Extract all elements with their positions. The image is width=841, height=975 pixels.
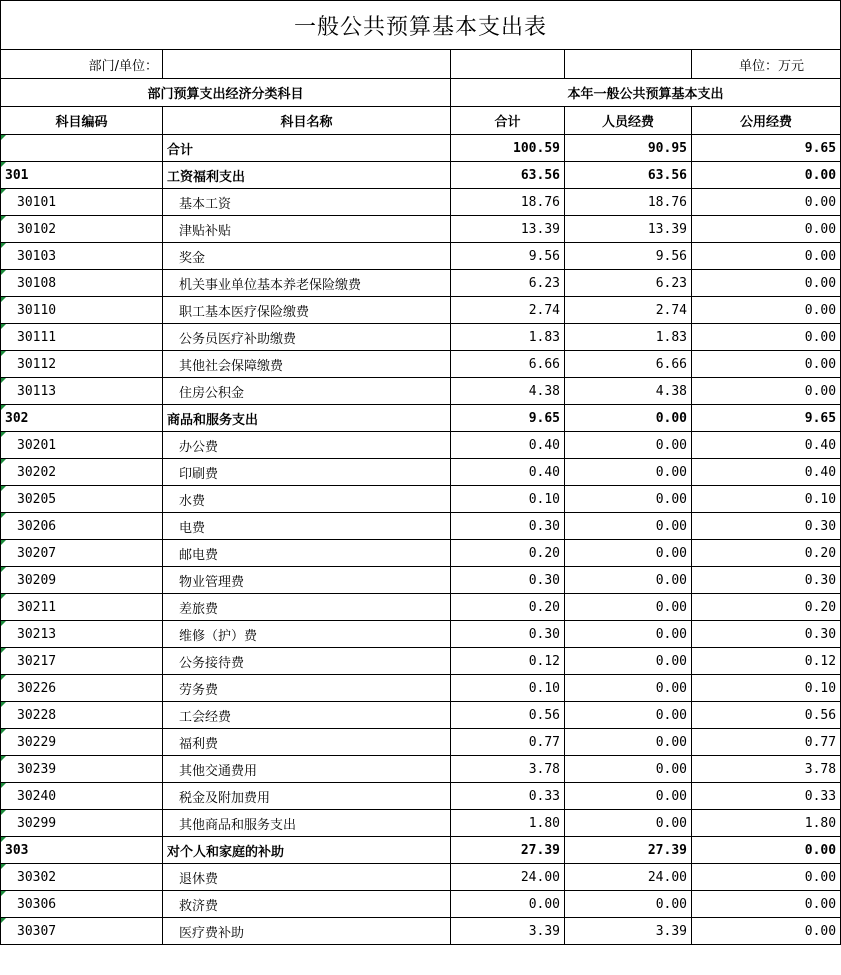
cell-total[interactable]: 27.39 — [451, 837, 565, 864]
cell-total[interactable]: 3.39 — [451, 918, 565, 945]
cell-name[interactable]: 医疗费补助 — [163, 918, 451, 945]
cell-code[interactable]: 302 — [1, 405, 163, 432]
table-row — [1, 837, 841, 864]
dept-label[interactable]: 部门/单位： — [1, 50, 163, 79]
cell-name[interactable]: 工会经费 — [163, 702, 451, 729]
cell-total[interactable]: 6.66 — [451, 351, 565, 378]
cell-public[interactable]: 0.56 — [692, 702, 841, 729]
cell-code[interactable]: 30202 — [1, 459, 163, 486]
cell-name[interactable]: 机关事业单位基本养老保险缴费 — [163, 270, 451, 297]
header-total[interactable]: 合计 — [451, 107, 565, 135]
cell-personnel[interactable]: 0.00 — [565, 486, 692, 513]
cell-personnel[interactable]: 0.00 — [565, 783, 692, 810]
cell-name[interactable]: 税金及附加费用 — [163, 783, 451, 810]
cell-name[interactable]: 邮电费 — [163, 540, 451, 567]
cell-name[interactable]: 商品和服务支出 — [163, 405, 451, 432]
cell-total[interactable]: 0.30 — [451, 621, 565, 648]
header-code[interactable]: 科目编码 — [1, 107, 163, 135]
cell-public[interactable]: 0.12 — [692, 648, 841, 675]
cell-total[interactable]: 0.10 — [451, 486, 565, 513]
table-row — [1, 243, 841, 270]
unit-label[interactable]: 单位：万元 — [692, 50, 841, 79]
cell-personnel[interactable]: 63.56 — [565, 162, 692, 189]
cell-total[interactable]: 0.40 — [451, 432, 565, 459]
cell-personnel[interactable]: 0.00 — [565, 675, 692, 702]
cell-name[interactable]: 职工基本医疗保险缴费 — [163, 297, 451, 324]
cell-public[interactable]: 0.77 — [692, 729, 841, 756]
cell-public[interactable]: 0.00 — [692, 189, 841, 216]
cell-personnel[interactable]: 6.23 — [565, 270, 692, 297]
cell-name[interactable]: 电费 — [163, 513, 451, 540]
cell-personnel[interactable]: 0.00 — [565, 432, 692, 459]
cell-total[interactable]: 18.76 — [451, 189, 565, 216]
cell-personnel[interactable]: 0.00 — [565, 594, 692, 621]
cell-code[interactable]: 30240 — [1, 783, 163, 810]
cell-total[interactable]: 0.56 — [451, 702, 565, 729]
cell-personnel[interactable]: 6.66 — [565, 351, 692, 378]
cell-name[interactable]: 维修（护）费 — [163, 621, 451, 648]
cell-code[interactable]: 30302 — [1, 864, 163, 891]
table-row — [1, 648, 841, 675]
cell-code[interactable]: 30206 — [1, 513, 163, 540]
table-row — [1, 729, 841, 756]
cell-public[interactable]: 0.00 — [692, 918, 841, 945]
cell-personnel[interactable]: 90.95 — [565, 135, 692, 162]
cell-name[interactable]: 福利费 — [163, 729, 451, 756]
cell-public[interactable]: 0.00 — [692, 270, 841, 297]
cell-personnel[interactable]: 0.00 — [565, 891, 692, 918]
cell-code[interactable]: 30112 — [1, 351, 163, 378]
cell-name[interactable]: 物业管理费 — [163, 567, 451, 594]
table-row — [1, 513, 841, 540]
cell-code[interactable]: 30239 — [1, 756, 163, 783]
cell-public[interactable]: 0.00 — [692, 243, 841, 270]
cell-code[interactable]: 30201 — [1, 432, 163, 459]
cell-personnel[interactable]: 0.00 — [565, 702, 692, 729]
table-row — [1, 702, 841, 729]
cell-personnel[interactable]: 0.00 — [565, 513, 692, 540]
cell-personnel[interactable]: 1.83 — [565, 324, 692, 351]
cell-name[interactable]: 退休费 — [163, 864, 451, 891]
cell-personnel[interactable]: 24.00 — [565, 864, 692, 891]
cell-code[interactable]: 30299 — [1, 810, 163, 837]
cell-name[interactable]: 差旅费 — [163, 594, 451, 621]
cell-code[interactable]: 30213 — [1, 621, 163, 648]
header-public[interactable]: 公用经费 — [692, 107, 841, 135]
cell-code[interactable]: 30226 — [1, 675, 163, 702]
cell-total[interactable]: 100.59 — [451, 135, 565, 162]
table-row — [1, 918, 841, 945]
cell-public[interactable]: 0.00 — [692, 864, 841, 891]
cell-total[interactable]: 13.39 — [451, 216, 565, 243]
cell-public[interactable]: 0.00 — [692, 324, 841, 351]
header-econ-category[interactable]: 部门预算支出经济分类科目 — [1, 79, 451, 107]
cell-name[interactable]: 其他社会保障缴费 — [163, 351, 451, 378]
cell-code[interactable]: 30102 — [1, 216, 163, 243]
table-row — [1, 540, 841, 567]
cell-code[interactable]: 301 — [1, 162, 163, 189]
cell-total[interactable]: 0.12 — [451, 648, 565, 675]
cell-total[interactable]: 9.56 — [451, 243, 565, 270]
cell-code[interactable]: 30103 — [1, 243, 163, 270]
cell-name[interactable]: 住房公积金 — [163, 378, 451, 405]
table-row — [1, 351, 841, 378]
cell-public[interactable]: 0.40 — [692, 432, 841, 459]
header-basic-expenditure[interactable]: 本年一般公共预算基本支出 — [451, 79, 841, 107]
table-row — [1, 378, 841, 405]
cell-total[interactable]: 0.20 — [451, 540, 565, 567]
cell-name[interactable]: 合计 — [163, 135, 451, 162]
table-title[interactable]: 一般公共预算基本支出表 — [1, 1, 841, 50]
cell-name[interactable]: 其他交通费用 — [163, 756, 451, 783]
table-row — [1, 216, 841, 243]
cell-personnel[interactable]: 4.38 — [565, 378, 692, 405]
cell-code[interactable]: 30108 — [1, 270, 163, 297]
cell-name[interactable]: 公务员医疗补助缴费 — [163, 324, 451, 351]
cell-name[interactable]: 工资福利支出 — [163, 162, 451, 189]
cell-personnel[interactable]: 2.74 — [565, 297, 692, 324]
cell-code[interactable]: 30111 — [1, 324, 163, 351]
cell-name[interactable]: 劳务费 — [163, 675, 451, 702]
table-row — [1, 405, 841, 432]
cell-name[interactable]: 办公费 — [163, 432, 451, 459]
cell-personnel[interactable]: 0.00 — [565, 648, 692, 675]
cell-total[interactable]: 0.33 — [451, 783, 565, 810]
table-row — [1, 810, 841, 837]
cell-public[interactable]: 0.00 — [692, 378, 841, 405]
cell-total[interactable]: 6.23 — [451, 270, 565, 297]
cell-code[interactable]: 30113 — [1, 378, 163, 405]
cell-public[interactable]: 1.80 — [692, 810, 841, 837]
cell-code[interactable] — [1, 135, 163, 162]
cell-code[interactable]: 30209 — [1, 567, 163, 594]
cell-total[interactable]: 1.80 — [451, 810, 565, 837]
cell-name[interactable]: 对个人和家庭的补助 — [163, 837, 451, 864]
cell-personnel[interactable]: 0.00 — [565, 540, 692, 567]
cell-personnel[interactable]: 0.00 — [565, 621, 692, 648]
table-row — [1, 567, 841, 594]
cell-public[interactable]: 0.00 — [692, 297, 841, 324]
cell-name[interactable]: 公务接待费 — [163, 648, 451, 675]
cell-public[interactable]: 0.00 — [692, 162, 841, 189]
cell-personnel[interactable]: 0.00 — [565, 729, 692, 756]
dept-value-cell[interactable] — [163, 50, 451, 79]
cell-name[interactable]: 奖金 — [163, 243, 451, 270]
cell-total[interactable]: 3.78 — [451, 756, 565, 783]
cell-total[interactable]: 24.00 — [451, 864, 565, 891]
cell-public[interactable]: 0.20 — [692, 594, 841, 621]
cell-public[interactable]: 9.65 — [692, 405, 841, 432]
header-personnel[interactable]: 人员经费 — [565, 107, 692, 135]
table-row — [1, 621, 841, 648]
cell-name[interactable]: 水费 — [163, 486, 451, 513]
cell-code[interactable]: 30229 — [1, 729, 163, 756]
cell-code[interactable]: 30228 — [1, 702, 163, 729]
cell-personnel[interactable]: 0.00 — [565, 405, 692, 432]
empty-cell[interactable] — [565, 50, 692, 79]
cell-total[interactable]: 1.83 — [451, 324, 565, 351]
cell-total[interactable]: 0.40 — [451, 459, 565, 486]
cell-code[interactable]: 30211 — [1, 594, 163, 621]
cell-code[interactable]: 30101 — [1, 189, 163, 216]
cell-total[interactable]: 0.10 — [451, 675, 565, 702]
table-row — [1, 486, 841, 513]
cell-personnel[interactable]: 18.76 — [565, 189, 692, 216]
cell-code[interactable]: 30217 — [1, 648, 163, 675]
table-row — [1, 135, 841, 162]
cell-name[interactable]: 救济费 — [163, 891, 451, 918]
cell-public[interactable]: 3.78 — [692, 756, 841, 783]
cell-public[interactable]: 0.40 — [692, 459, 841, 486]
table-row — [1, 162, 841, 189]
table-row — [1, 270, 841, 297]
cell-code[interactable]: 303 — [1, 837, 163, 864]
table-row — [1, 675, 841, 702]
cell-public[interactable]: 0.10 — [692, 675, 841, 702]
cell-total[interactable]: 0.77 — [451, 729, 565, 756]
cell-personnel[interactable]: 13.39 — [565, 216, 692, 243]
table-row — [1, 756, 841, 783]
cell-code[interactable]: 30307 — [1, 918, 163, 945]
cell-code[interactable]: 30110 — [1, 297, 163, 324]
table-row — [1, 783, 841, 810]
cell-total[interactable]: 2.74 — [451, 297, 565, 324]
cell-public[interactable]: 0.33 — [692, 783, 841, 810]
cell-public[interactable]: 0.00 — [692, 216, 841, 243]
cell-public[interactable]: 9.65 — [692, 135, 841, 162]
cell-name[interactable]: 基本工资 — [163, 189, 451, 216]
empty-cell[interactable] — [451, 50, 565, 79]
cell-total[interactable]: 0.20 — [451, 594, 565, 621]
table-row — [1, 864, 841, 891]
cell-public[interactable]: 0.30 — [692, 567, 841, 594]
cell-personnel[interactable]: 0.00 — [565, 567, 692, 594]
cell-public[interactable]: 0.20 — [692, 540, 841, 567]
cell-public[interactable]: 0.00 — [692, 351, 841, 378]
cell-total[interactable]: 0.30 — [451, 513, 565, 540]
cell-personnel[interactable]: 0.00 — [565, 810, 692, 837]
table-row — [1, 324, 841, 351]
cell-public[interactable]: 0.30 — [692, 513, 841, 540]
cell-code[interactable]: 30207 — [1, 540, 163, 567]
cell-code[interactable]: 30205 — [1, 486, 163, 513]
cell-name[interactable]: 其他商品和服务支出 — [163, 810, 451, 837]
cell-name[interactable]: 印刷费 — [163, 459, 451, 486]
cell-total[interactable]: 0.00 — [451, 891, 565, 918]
cell-total[interactable]: 9.65 — [451, 405, 565, 432]
table-row — [1, 189, 841, 216]
cell-total[interactable]: 4.38 — [451, 378, 565, 405]
cell-total[interactable]: 0.30 — [451, 567, 565, 594]
cell-personnel[interactable]: 0.00 — [565, 459, 692, 486]
table-row — [1, 432, 841, 459]
table-row — [1, 297, 841, 324]
header-name[interactable]: 科目名称 — [163, 107, 451, 135]
cell-public[interactable]: 0.00 — [692, 891, 841, 918]
cell-code[interactable]: 30306 — [1, 891, 163, 918]
table-row — [1, 594, 841, 621]
cell-name[interactable]: 津贴补贴 — [163, 216, 451, 243]
cell-personnel[interactable]: 27.39 — [565, 837, 692, 864]
table-row — [1, 459, 841, 486]
table-row — [1, 891, 841, 918]
cell-public[interactable]: 0.10 — [692, 486, 841, 513]
cell-personnel[interactable]: 9.56 — [565, 243, 692, 270]
cell-total[interactable]: 63.56 — [451, 162, 565, 189]
cell-personnel[interactable]: 0.00 — [565, 756, 692, 783]
cell-personnel[interactable]: 3.39 — [565, 918, 692, 945]
cell-public[interactable]: 0.00 — [692, 837, 841, 864]
cell-public[interactable]: 0.30 — [692, 621, 841, 648]
